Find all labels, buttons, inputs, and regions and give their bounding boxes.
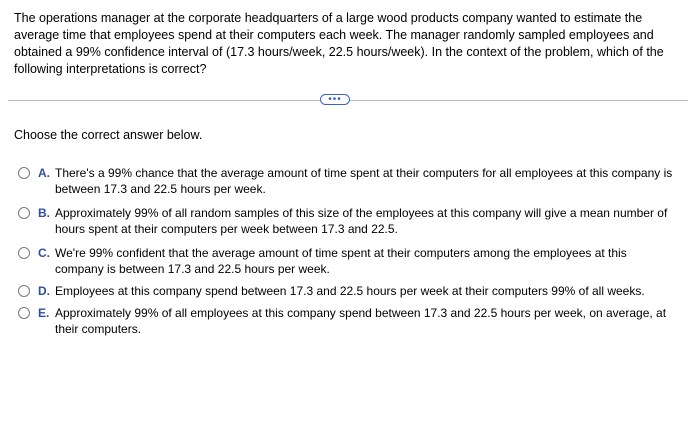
radio-button-c[interactable]: [18, 247, 30, 259]
radio-button-e[interactable]: [18, 307, 30, 319]
option-letter-e: E.: [38, 306, 50, 320]
option-text-a: There's a 99% chance that the average amount of time spent at their computers for all employees at this company is between 17.3 and 22.5 hours per week.: [55, 166, 673, 196]
option-text-d: Employees at this company spend between 17.3 and 22.5 hours per week at their computers 99% of all weeks.: [55, 284, 645, 298]
option-text-e: Approximately 99% of all employees at this company spend between 17.3 and 22.5 hours per week, on average, at their computers.: [55, 306, 667, 336]
radio-button-b[interactable]: [18, 207, 30, 219]
option-text-c: We're 99% confident that the average amount of time spent at their computers among the employees at this company is between 17.3 and 22.5 hours per week.: [55, 246, 627, 276]
ellipsis-icon: •••: [328, 93, 342, 105]
radio-button-a[interactable]: [18, 167, 30, 179]
radio-button-d[interactable]: [18, 285, 30, 297]
option-letter-a: A.: [38, 166, 50, 180]
answer-options: [18, 165, 688, 337]
option-c[interactable]: [18, 245, 688, 277]
option-d[interactable]: [18, 283, 688, 299]
option-letter-d: D.: [38, 284, 50, 298]
expand-more-button[interactable]: [320, 94, 350, 105]
instruction-text: Choose the correct answer below.: [14, 128, 203, 142]
option-a[interactable]: [18, 165, 688, 197]
option-b[interactable]: [18, 205, 688, 237]
option-letter-c: C.: [38, 246, 50, 260]
question-text: The operations manager at the corporate headquarters of a large wood products company wanted to estimate the average time that employees spend at their computers each week. The manager randomly sampled employees and obtained a 99% confidence interval of (17.3 hours/week, 22.5 hours/week). In the context of the problem, which of the following interpretations is correct?: [14, 11, 664, 76]
option-text-b: Approximately 99% of all random samples of this size of the employees at this company will give a mean number of hours spent at their computers per week between 17.3 and 22.5.: [55, 206, 668, 236]
option-e[interactable]: [18, 305, 688, 337]
option-letter-b: B.: [38, 206, 50, 220]
